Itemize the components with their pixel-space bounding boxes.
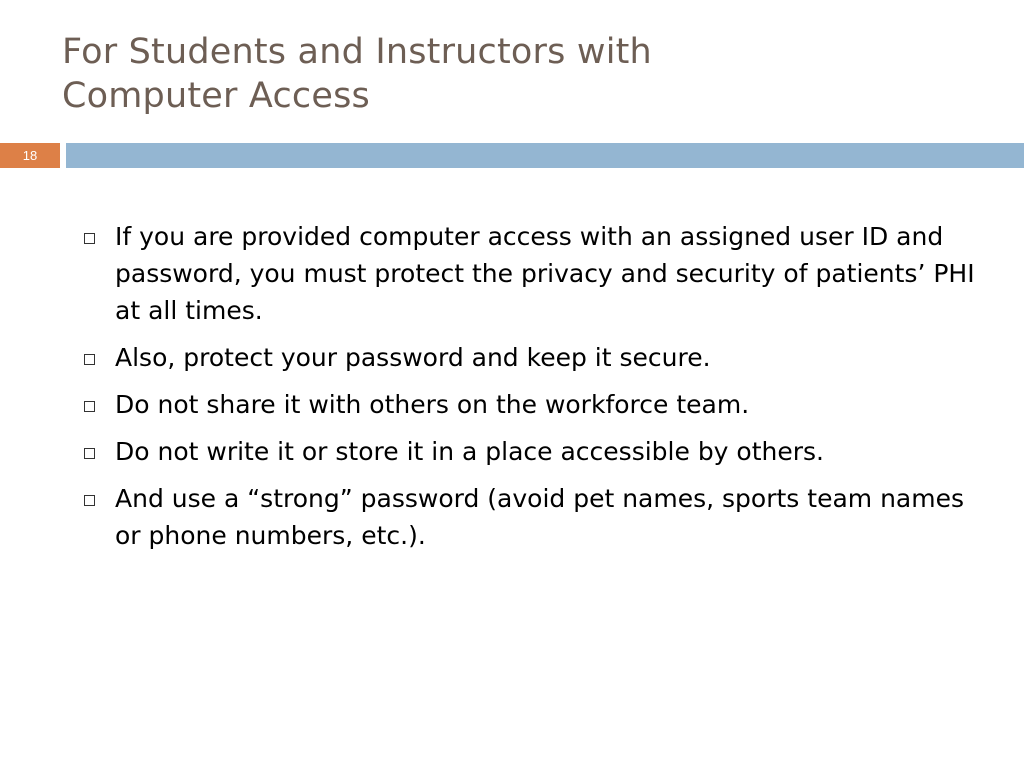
slide-title [62,30,962,118]
hollow-square-bullet-icon [84,354,95,365]
bullet-list [82,218,982,564]
hollow-square-bullet-icon [84,495,95,506]
slide-title-line-1: For Students and Instructors with [62,32,652,72]
bullet-text: Do not share it with others on the workforce team. [115,390,750,419]
hollow-square-bullet-icon [84,401,95,412]
bullet-item [82,433,982,470]
slide-number-badge [0,143,60,168]
bullet-text: Do not write it or store it in a place accessible by others. [115,437,824,466]
bullet-text: And use a “strong” password (avoid pet names, sports team names or phone numbers, etc.). [115,484,964,550]
bullet-item [82,218,982,329]
slide-title-line-2: Computer Access [62,76,370,116]
bullet-text: If you are provided computer access with an assigned user ID and password, you must protect the privacy and security of patients’ PHI at all times. [115,222,975,325]
hollow-square-bullet-icon [84,448,95,459]
bullet-text: Also, protect your password and keep it secure. [115,343,711,372]
slide-number: 18 [22,148,38,163]
hollow-square-bullet-icon [84,233,95,244]
title-divider-bar [66,143,1024,168]
bullet-item [82,386,982,423]
bullet-item [82,480,982,554]
bullet-item [82,339,982,376]
